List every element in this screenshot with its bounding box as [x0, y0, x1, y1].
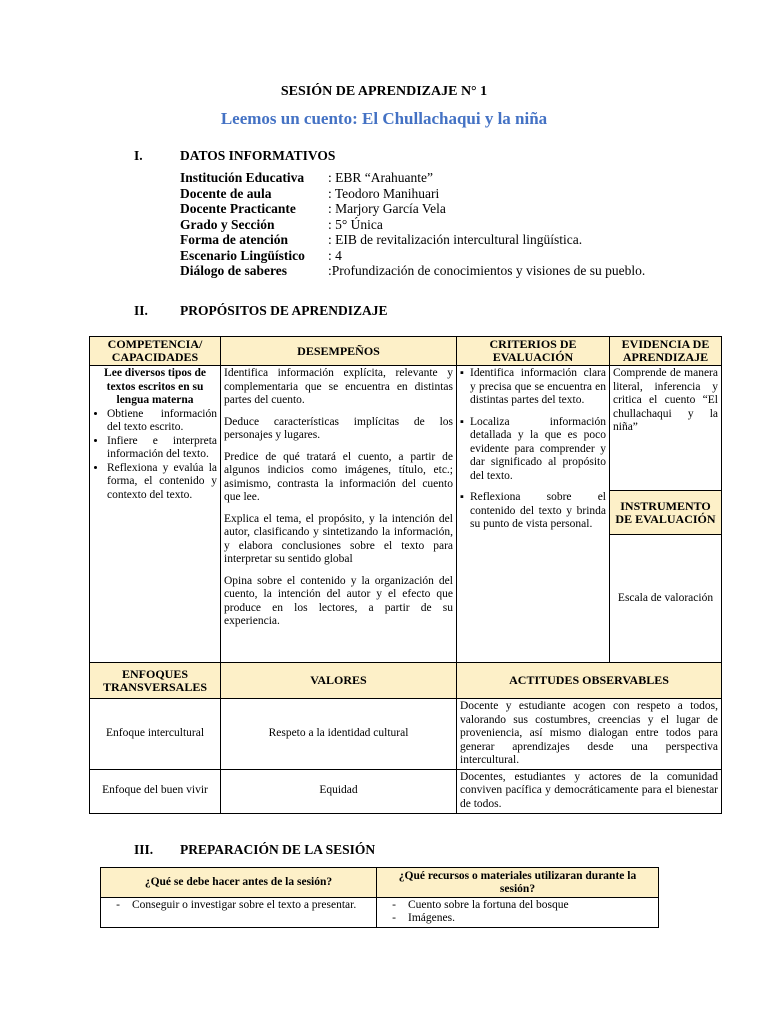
header-competencia: COMPETENCIA/ CAPACIDADES: [90, 337, 221, 366]
evidencia-cell: Comprende de manera literal, inferencia y critica el cuento “El chullachaqui y la niña”: [610, 366, 722, 491]
criterios-cell: [457, 366, 610, 663]
info-value: : EIB de revitalización intercultural lingüística.: [328, 232, 583, 247]
valor-cell: Respeto a la identidad cultural: [221, 699, 457, 770]
info-row: [180, 263, 652, 279]
dash-bullet: -: [116, 899, 120, 911]
header-actitudes: ACTITUDES OBSERVABLES: [457, 663, 722, 699]
info-row: [180, 186, 652, 202]
actitud-cell: Docente y estudiante acogen con respeto a todos, valorando sus costumbres, creencias y el lugar de proveniencia, así mismo dialogan entre todos para generar aprendizajes desde una perspectiva intercultural.: [457, 699, 722, 770]
info-label: Institución Educativa: [180, 170, 305, 185]
dash-bullet: -: [392, 912, 396, 924]
valor-cell: Equidad: [221, 769, 457, 813]
info-row: [180, 232, 652, 248]
info-value: : Teodoro Manihuari: [328, 185, 440, 201]
info-value: : 4: [328, 247, 342, 263]
header-evidencia: EVIDENCIA DE APRENDIZAJE: [610, 337, 722, 366]
list-item: [380, 912, 655, 925]
section-number: I.: [134, 148, 143, 163]
enfoque-cell: Enfoque del buen vivir: [90, 769, 221, 813]
header-instrumento: INSTRUMENTO DE EVALUACIÓN: [610, 491, 722, 535]
list-item: ▪ Reflexiona sobre el contenido del texto y brinda su punto de vista personal.: [470, 491, 606, 532]
section-number: II.: [134, 303, 148, 318]
instrumento-cell: Escala de valoración: [610, 535, 722, 663]
desempeno-item: Identifica información explícita, relevante y complementaria que se encuentra en distintas partes del cuento.: [224, 367, 453, 406]
list-item: [380, 899, 655, 912]
info-row: [180, 201, 652, 217]
section-label: DATOS INFORMATIVOS: [180, 148, 336, 163]
list-item-text: Imágenes.: [408, 912, 455, 924]
competencia-cell: [90, 366, 221, 663]
section-heading-datos: [134, 148, 534, 166]
section-heading-preparacion: [134, 842, 534, 860]
list-item: ▪ Identifica información clara y precisa que se encuentra en distintas partes del texto.: [470, 367, 606, 408]
list-item-text: Conseguir o investigar sobre el texto a presentar.: [132, 899, 357, 911]
list-item: • Obtiene información del texto escrito.: [107, 408, 217, 435]
header-enfoques: ENFOQUES TRANSVERSALES: [90, 663, 221, 699]
enfoque-cell: Enfoque intercultural: [90, 699, 221, 770]
competencia-title: Lee diversos tipos de textos escritos en su lengua materna: [104, 367, 206, 406]
info-row: [180, 170, 652, 186]
list-item: [104, 899, 373, 912]
desempeno-item: Opina sobre el contenido y la organización del cuento, la intención del autor y el efecto que produce en los lectores, a partir de su experiencia.: [224, 574, 453, 627]
propositos-table: [89, 336, 722, 814]
capacidades-list: [93, 408, 217, 503]
info-label: Docente Practicante: [180, 201, 296, 216]
criterios-list: [460, 367, 606, 532]
section-label: PREPARACIÓN DE LA SESIÓN: [180, 842, 376, 857]
info-value: :Profundización de conocimientos y visiones de su pueblo.: [328, 263, 646, 278]
desempeno-item: Explica el tema, el propósito, y la intención del autor, clasificando y sintetizando la información, y elabora conclusiones sobre el texto para interpretar su sentido global: [224, 512, 453, 565]
info-label: Forma de atención: [180, 232, 288, 247]
info-value: : 5° Única: [328, 216, 383, 232]
datos-informativos: [180, 170, 652, 279]
antes-cell: [101, 898, 377, 928]
header-recursos: ¿Qué recursos o materiales utilizaran durante la sesión?: [377, 868, 659, 898]
list-item: • Reflexiona y evalúa la forma, el contenido y contexto del texto.: [107, 462, 217, 503]
preparacion-table: [100, 867, 659, 928]
header-desempenos: DESEMPEÑOS: [221, 337, 457, 366]
info-label: Escenario Lingüístico: [180, 247, 305, 263]
info-value: : EBR “Arahuante”: [328, 170, 433, 185]
info-value: : Marjory García Vela: [328, 201, 446, 216]
desempeno-item: Predice de qué tratará el cuento, a partir de algunos indicios como imágenes, título, etc.; asimismo, contrasta la información del cuento que lee.: [224, 450, 453, 503]
desempeno-item: Deduce características implícitas de los personajes y lugares.: [224, 415, 453, 441]
header-criterios: CRITERIOS DE EVALUACIÓN: [457, 337, 610, 366]
info-label: Grado y Sección: [180, 216, 275, 232]
list-item: ▪ Localiza información detallada y la que es poco evidente para comprender y dar significado al propósito del texto.: [470, 416, 606, 484]
section-label: PROPÓSITOS DE APRENDIZAJE: [180, 303, 388, 318]
info-label: Diálogo de saberes: [180, 263, 287, 278]
list-item-text: Cuento sobre la fortuna del bosque: [408, 899, 569, 911]
page-subtitle: Leemos un cuento: El Chullachaqui y la niña: [220, 109, 548, 128]
header-valores: VALORES: [221, 663, 457, 699]
section-heading-propositos: [134, 303, 534, 321]
desempenos-cell: [221, 366, 457, 663]
info-row: [180, 217, 652, 233]
header-antes: ¿Qué se debe hacer antes de la sesión?: [101, 868, 377, 898]
page-title: SESIÓN DE APRENDIZAJE N° 1: [280, 84, 488, 99]
info-row: [180, 248, 652, 264]
section-number: III.: [134, 842, 154, 857]
dash-bullet: -: [392, 899, 396, 911]
recursos-cell: [377, 898, 659, 928]
list-item: • Infiere e interpreta información del texto.: [107, 435, 217, 462]
info-label: Docente de aula: [180, 185, 272, 201]
actitud-cell: Docentes, estudiantes y actores de la comunidad conviven pacífica y democráticamente para el bienestar de todos.: [457, 769, 722, 813]
